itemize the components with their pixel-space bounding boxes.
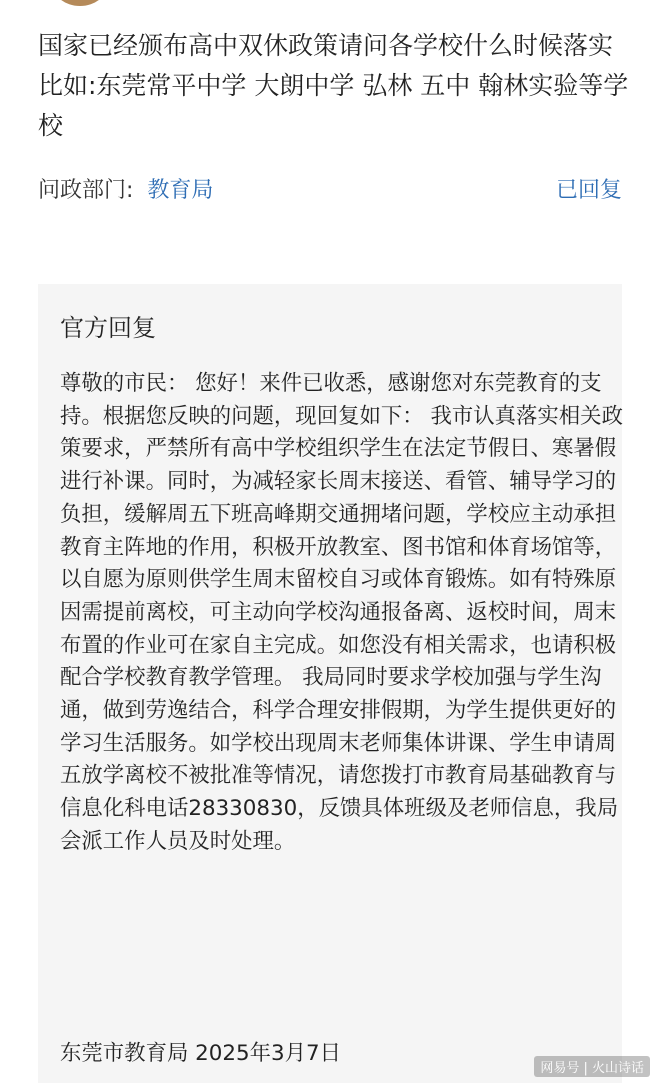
avatar (52, 0, 108, 6)
question-meta (38, 173, 622, 209)
reply-title: 官方回复 (60, 314, 156, 342)
reply-signature: 东莞市教育局 2025年3月7日 (60, 1041, 341, 1066)
reply-body: 尊敬的市民： 您好！来件已收悉，感谢您对东莞教育的支持。根据您反映的问题，现回复如下： 我市认真落实相关政策要求，严禁所有高中学校组织学生在法定节假日、寒暑假进行补课。同时，为减轻家长周末接送、看管、辅导学习的负担，缓解周五下班高峰期交通拥堵问题，学校应主动承担教育主阵地的作用，积极开放教室、图书馆和体育场馆等，以自愿为原则供学生周末留校自习或体育锻炼。如有特殊原因需提前离校，可主动向学校沟通报备离、返校时间，周末布置的作业可在家自主完成。如您没有相关需求，也请积极配合学校教育教学管理。 我局同时要求学校加强与学生沟通，做到劳逸结合，科学合理安排假期，为学生提供更好的学习生活服务。如学校出现周末老师集体讲课、学生申请周五放学离校不被批准等情况，请您拨打市教育局基础教育与信息化科电话28330830，反馈具体班级及老师信息，我局会派工作人员及时处理。 (60, 371, 623, 854)
department-label: 问政部门: (38, 178, 134, 203)
official-reply-card (38, 284, 622, 1083)
department-link[interactable]: 教育局 (147, 178, 214, 203)
source-watermark: 网易号 | 火山诗话 (534, 1056, 650, 1077)
question-text: 国家已经颁布高中双休政策请问各学校什么时候落实比如:东莞常平中学 大朗中学 弘林 五中 翰林实验等学校 (38, 31, 629, 140)
reply-status: 已回复 (555, 178, 622, 203)
